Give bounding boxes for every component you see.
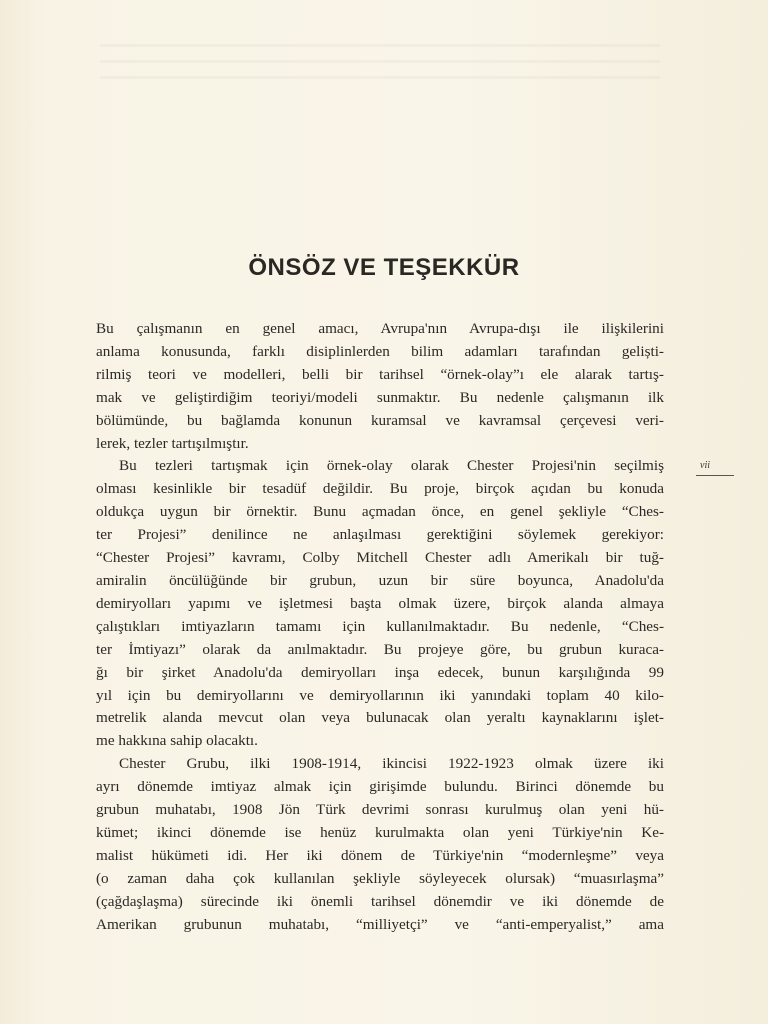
text-line: lerek, tezler tartışılmıştır. <box>96 434 249 452</box>
page-number-text: vii <box>700 460 710 471</box>
text-line: Bu çalışmanın en genel amacı, Avrupa'nın Avrupa-dışı ile ilişkilerini <box>96 320 664 337</box>
text-line: ayrı dönemde imtiyaz almak için girişimde bulundu. Birinci dönemde bu <box>96 778 664 796</box>
text-line: kümet; ikinci dönemde ise henüz kurulmakta olan yeni Türkiye'nin Ke- <box>96 823 664 841</box>
text-line: (o zaman daha çok kullanılan şekliyle söyleyecek olursak) “muasırlaşma” <box>96 869 664 887</box>
text-line: grubun muhatabı, 1908 Jön Türk devrimi sonrası kurulmuş olan yeni hü- <box>96 801 664 819</box>
text-line: Bu tezleri tartışmak için örnek-olay olarak Chester Projesi'nin seçilmiş <box>119 457 664 475</box>
page-number <box>696 460 736 476</box>
text-line: bölümünde, bu bağlamda konunun kuramsal ve kavramsal çerçevesi veri- <box>96 411 664 429</box>
text-line: amiralin öncülüğünde bir grubun, uzun bir süre boyunca, Anadolu'da <box>96 571 664 589</box>
text-line: olması kesinlikle bir tesadüf değildir. Bu proje, birçok açıdan bu konuda <box>96 480 664 498</box>
body-text <box>96 318 664 936</box>
text-line: Chester Grubu, ilki 1908-1914, ikincisi 1922-1923 olmak üzere iki <box>119 755 664 773</box>
page-number-rule <box>696 475 734 476</box>
text-line: ter Projesi” denilince ne anlaşılması gerektiğini söylemek gerekiyor: <box>96 526 664 544</box>
text-line: Amerikan grubunun muhatabı, “milliyetçi” ve “anti-emperyalist,” ama <box>96 915 664 933</box>
text-line: me hakkına sahip olacaktı. <box>96 732 258 750</box>
text-line: anlama konusunda, farklı disiplinlerden bilim adamları tarafından geliști- <box>96 342 664 360</box>
text-line: (çağdaşlaşma) sürecinde iki önemli tarihsel dönemdir ve iki dönemde de <box>96 892 664 910</box>
text-line: rilmiş teori ve modelleri, belli bir tarihsel “örnek-olay”ı ele alarak tartış- <box>96 365 664 383</box>
text-line: demiryolları yapımı ve işletmesi başta olmak üzere, birçok alanda almaya <box>96 594 664 612</box>
text-line: yıl için bu demiryollarını ve demiryollarının iki yanındaki toplam 40 kilo- <box>96 686 664 704</box>
chapter-title: ÖNSÖZ VE TEŞEKKÜR <box>248 254 520 281</box>
text-line: ter İmtiyazı” olarak da anılmaktadır. Bu projeye göre, bu grubun kuraca- <box>96 640 664 658</box>
text-line: mak ve geliştirdiğim teoriyi/modeli sunmaktır. Bu nedenle çalışmanın ilk <box>96 388 664 406</box>
text-line: ğı bir şirket Anadolu'da demiryolları inşa edecek, bunun karşılığında 99 <box>96 663 664 681</box>
text-line: çalıştıkları imtiyazların tamamı için kullanılmaktadır. Bu nedenle, “Ches- <box>96 617 664 635</box>
text-line: oldukça uygun bir örnektir. Bunu açmadan önce, en genel şekliyle “Ches- <box>96 503 664 521</box>
bleed-through-text <box>100 44 660 84</box>
text-line: “Chester Projesi” kavramı, Colby Mitchell Chester adlı Amerikalı bir tuğ- <box>96 549 664 567</box>
text-line: metrelik alanda mevcut olan veya bulunacak olan yeraltı kaynaklarını işlet- <box>96 709 664 727</box>
text-line: malist hükümeti idi. Her iki dönem de Türkiye'nin “modernleşme” veya <box>96 846 664 864</box>
